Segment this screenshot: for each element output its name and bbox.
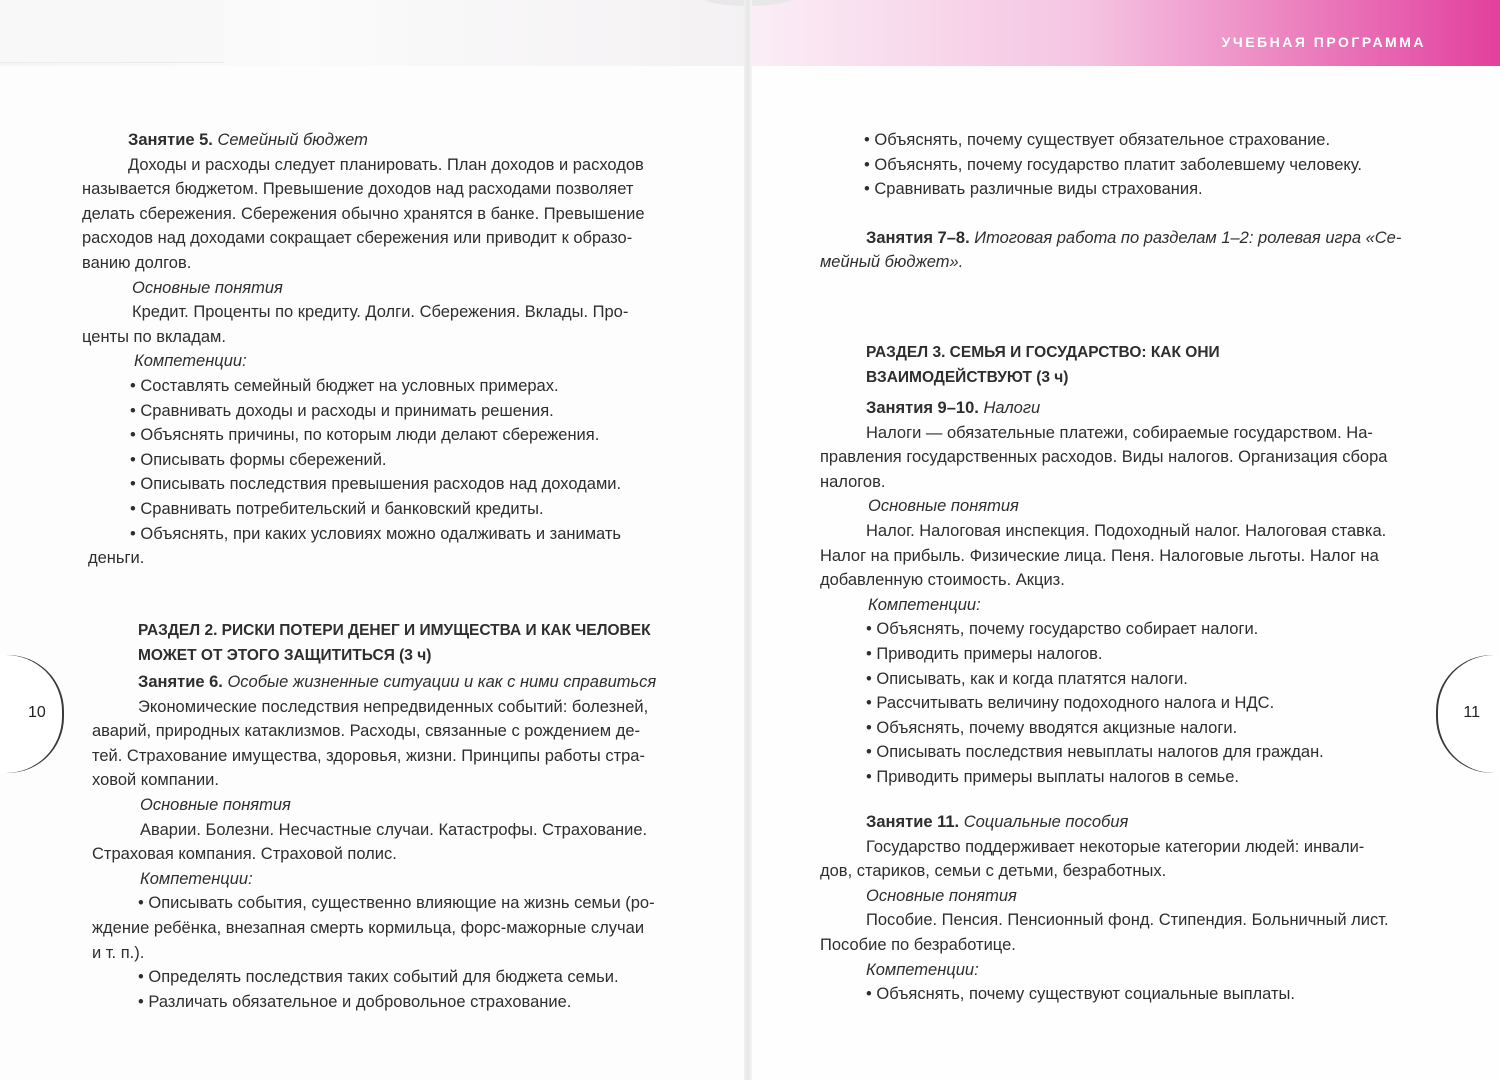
text-line: Налог. Налоговая инспекция. Подоходный налог. Налоговая ставка. <box>866 521 1387 540</box>
concepts-label: Основные понятия <box>868 497 1019 516</box>
bullet-item: • Различать обязательное и добровольное страхование. <box>138 992 572 1011</box>
lesson-9-10-title <box>820 396 1424 421</box>
lesson-7-8-title <box>820 226 1424 251</box>
bullet-item: деньги. <box>88 549 145 568</box>
lesson-title-italic: Социальные пособия <box>963 813 1129 831</box>
concepts-label: Основные понятия <box>140 795 291 814</box>
text-line: Пособие. Пенсия. Пенсионный фонд. Стипендия. Больничный лист. <box>866 911 1389 930</box>
text-line: Государство поддерживает некоторые категории людей: инвали- <box>866 837 1365 856</box>
bullet-item: и т. п.). <box>92 943 145 962</box>
text-line: добавленную стоимость. Акциз. <box>820 571 1065 590</box>
text-line: дов, стариков, семьи с детьми, безработных. <box>820 862 1167 881</box>
bullet-item: • Приводить примеры выплаты налогов в семье. <box>866 767 1239 786</box>
text-line: мейный бюджет». <box>820 253 964 272</box>
competences-label: Компетенции: <box>134 352 247 371</box>
bullet-item: • Описывать последствия невыплаты налогов для граждан. <box>866 743 1324 762</box>
concepts-label: Основные понятия <box>132 278 283 297</box>
text-line: ховой компании. <box>92 771 219 790</box>
section-3 <box>866 340 1426 390</box>
text-line: Налоги — обязательные платежи, собираемые государством. На- <box>866 423 1373 442</box>
bullet-item: • Объяснять, почему вводятся акцизные налоги. <box>866 718 1238 737</box>
text-line: называется бюджетом. Превышение доходов над расходами позволяет <box>82 180 634 199</box>
left-top-tab <box>0 0 224 63</box>
bullet-item: • Рассчитывать величину подоходного налога и НДС. <box>866 694 1275 713</box>
lesson-title-bold: Занятие 5. <box>128 131 213 149</box>
lesson-11-title <box>820 810 1424 835</box>
text-line: Доходы и расходы следует планировать. План доходов и расходов <box>128 155 644 174</box>
page-number-left: 10 <box>28 704 46 721</box>
right-column <box>820 128 1424 275</box>
bullet-item: • Объяснять, почему существуют социальные выплаты. <box>866 985 1295 1004</box>
bullet-item: • Определять последствия таких событий для бюджета семьи. <box>138 968 619 987</box>
bullet-item: • Описывать последствия превышения расходов над доходами. <box>130 475 622 494</box>
book-gutter <box>744 0 752 1080</box>
lesson-6 <box>92 670 692 1014</box>
left-column <box>82 128 688 571</box>
competences-label: Компетенции: <box>866 960 979 979</box>
bullet-item: • Сравнивать потребительский и банковский кредиты. <box>130 499 544 518</box>
section-heading: МОЖЕТ ОТ ЭТОГО ЗАЩИТИТЬСЯ (3 ч) <box>138 647 432 664</box>
bullet-item: • Составлять семейный бюджет на условных примерах. <box>130 376 559 395</box>
bullet-item: • Объяснять, при каких условиях можно одалживать и занимать <box>130 524 622 543</box>
lesson-title-italic: Налоги <box>983 399 1041 417</box>
lesson-title-bold: Занятие 11. <box>866 813 960 831</box>
page-number-right: 11 <box>1463 704 1480 721</box>
bullet-item: • Приводить примеры налогов. <box>866 644 1103 663</box>
running-head: УЧЕБНАЯ ПРОГРАММА <box>1221 34 1426 50</box>
text-line: налогов. <box>820 472 886 491</box>
lesson-title-bold: Занятия 7–8. <box>866 228 970 247</box>
text-line: Аварии. Болезни. Несчастные случаи. Катастрофы. Страхование. <box>140 820 648 839</box>
section-2 <box>138 618 698 668</box>
competences-label: Компетенции: <box>140 869 253 888</box>
spacer <box>820 202 1424 226</box>
lessons-9-10 <box>820 396 1424 790</box>
bullet-item: • Сравнивать доходы и расходы и принимать решения. <box>130 401 554 420</box>
bullet-item: • Объяснять, почему существует обязательное страхование. <box>864 131 1331 149</box>
section-heading: РАЗДЕЛ 2. РИСКИ ПОТЕРИ ДЕНЕГ И ИМУЩЕСТВА И КАК ЧЕЛОВЕК <box>138 622 651 639</box>
section-heading: ВЗАИМОДЕЙСТВУЮТ (3 ч) <box>866 369 1069 386</box>
lesson-title-italic: Семейный бюджет <box>217 131 368 149</box>
text-line: Кредит. Проценты по кредиту. Долги. Сбережения. Вклады. Про- <box>132 303 629 322</box>
lesson-title-italic: Особые жизненные ситуации и как с ними справиться <box>227 673 657 691</box>
section-heading: РАЗДЕЛ 3. СЕМЬЯ И ГОСУДАРСТВО: КАК ОНИ <box>866 344 1220 361</box>
bullet-item: • Описывать события, существенно влияющие на жизнь семьи (ро- <box>138 894 655 913</box>
bullet-item: • Описывать, как и когда платятся налоги. <box>866 669 1188 688</box>
bullet-item: • Сравнивать различные виды страхования. <box>864 180 1203 199</box>
text-line: Экономические последствия непредвиденных событий: болезней, <box>138 697 649 716</box>
text-line: ванию долгов. <box>82 253 192 272</box>
lesson-title-bold: Занятие 6. <box>138 673 223 691</box>
lesson-title-italic: Итоговая работа по разделам 1–2: ролевая игра «Се- <box>974 228 1402 247</box>
text-line: делать сбережения. Сбережения обычно хранятся в банке. Превышение <box>82 204 645 223</box>
bullet-item: • Объяснять, почему государство собирает налоги. <box>866 620 1259 639</box>
text-line: правления государственных расходов. Виды налогов. Организация сбора <box>820 448 1388 467</box>
text-line: расходов над доходами сокращает сбережения или приводит к образо- <box>82 229 633 248</box>
lesson-6-title <box>92 670 692 695</box>
text-line: Налог на прибыль. Физические лица. Пеня. Налоговые льготы. Налог на <box>820 546 1379 565</box>
concepts-label: Основные понятия <box>866 886 1017 905</box>
competences-label: Компетенции: <box>868 595 981 614</box>
bullet-item: ждение ребёнка, внезапная смерть кормильца, форс-мажорные случаи <box>92 918 645 937</box>
right-top-band <box>748 0 1500 66</box>
text-line: Пособие по безработице. <box>820 935 1016 954</box>
bullet-item: • Объяснять причины, по которым люди делают сбережения. <box>130 426 600 445</box>
bullet-item: • Объяснять, почему государство платит заболевшему человеку. <box>864 155 1362 174</box>
lesson-title-bold: Занятия 9–10. <box>866 399 979 417</box>
lesson-11 <box>820 810 1424 1007</box>
text-line: тей. Страхование имущества, здоровья, жизни. Принципы работы стра- <box>92 746 645 765</box>
text-line: аварий, природных катаклизмов. Расходы, связанные с рождением де- <box>92 722 641 741</box>
text-line: центы по вкладам. <box>82 327 226 346</box>
text-line: Страховая компания. Страховой полис. <box>92 845 397 864</box>
bullet-item: • Описывать формы сбережений. <box>130 450 387 469</box>
lesson-5-title <box>82 128 688 153</box>
